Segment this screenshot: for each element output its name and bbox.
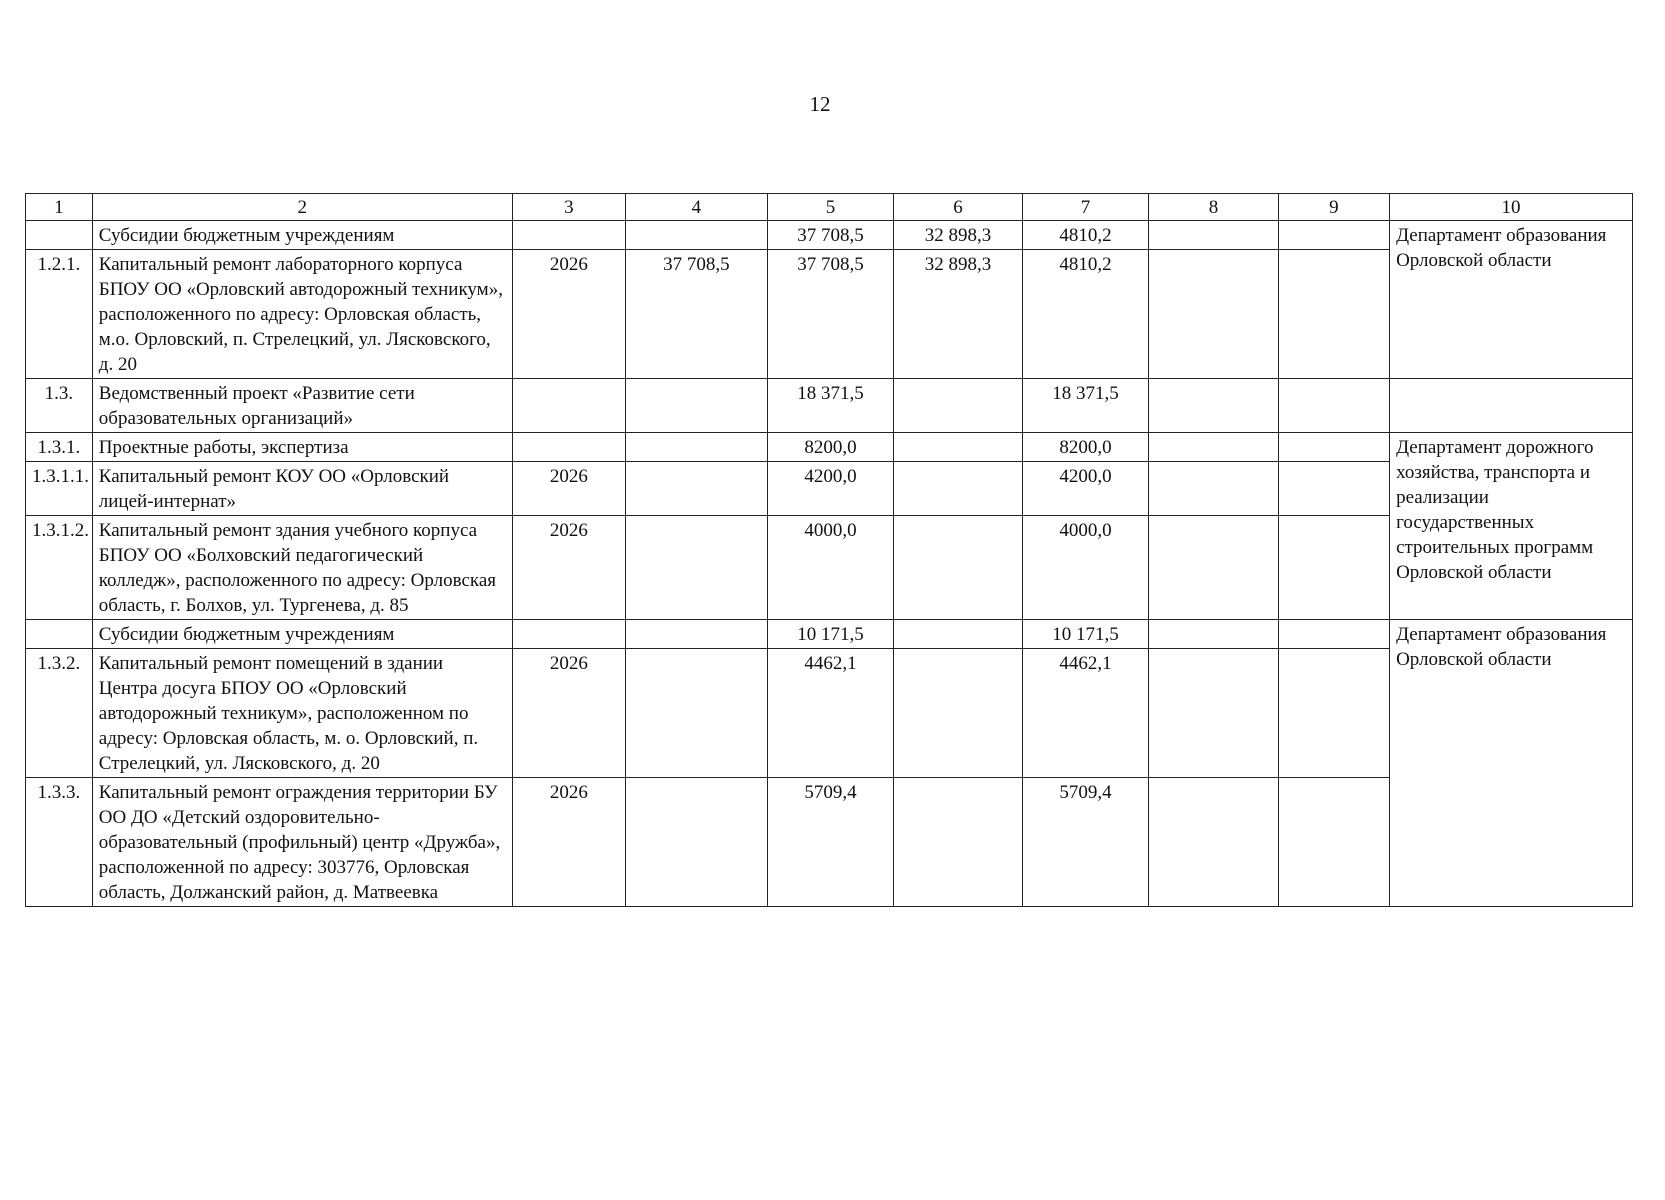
table-row — [26, 221, 1633, 250]
row-number — [26, 221, 93, 250]
table-row — [26, 379, 1633, 433]
cell-col9 — [1278, 433, 1389, 462]
cell-year: 2026 — [512, 778, 625, 907]
table-header-row — [26, 194, 1633, 221]
cell-col8 — [1149, 379, 1279, 433]
row-description: Субсидии бюджетным учреждениям — [92, 620, 512, 649]
cell-year: 2026 — [512, 462, 625, 516]
cell-col9 — [1278, 250, 1389, 379]
row-number: 1.3.1. — [26, 433, 93, 462]
cell-col7: 8200,0 — [1022, 433, 1148, 462]
row-description: Субсидии бюджетным учреждениям — [92, 221, 512, 250]
cell-year — [512, 379, 625, 433]
cell-col5: 37 708,5 — [767, 221, 893, 250]
department-cell: Департамент дорожного хозяйства, транспорта и реализации государственных строительных программ Орловской области — [1390, 433, 1633, 620]
row-number — [26, 620, 93, 649]
cell-year: 2026 — [512, 516, 625, 620]
cell-col7: 4000,0 — [1022, 516, 1148, 620]
cell-col7: 4810,2 — [1022, 250, 1148, 379]
cell-col4 — [626, 620, 768, 649]
cell-col8 — [1149, 649, 1279, 778]
department-cell: Департамент образования Орловской области — [1390, 221, 1633, 379]
cell-col4 — [626, 516, 768, 620]
cell-col9 — [1278, 649, 1389, 778]
cell-col4 — [626, 379, 768, 433]
cell-col5: 5709,4 — [767, 778, 893, 907]
row-number: 1.2.1. — [26, 250, 93, 379]
header-cell: 10 — [1390, 194, 1633, 221]
cell-year: 2026 — [512, 649, 625, 778]
cell-col9 — [1278, 778, 1389, 907]
cell-col9 — [1278, 379, 1389, 433]
cell-year — [512, 620, 625, 649]
cell-col5: 4462,1 — [767, 649, 893, 778]
cell-col9 — [1278, 221, 1389, 250]
cell-col5: 4000,0 — [767, 516, 893, 620]
cell-year — [512, 433, 625, 462]
cell-col6: 32 898,3 — [894, 221, 1023, 250]
header-cell: 5 — [767, 194, 893, 221]
cell-col7: 10 171,5 — [1022, 620, 1148, 649]
table-row — [26, 620, 1633, 649]
cell-col5: 8200,0 — [767, 433, 893, 462]
cell-col6 — [894, 462, 1023, 516]
cell-col8 — [1149, 221, 1279, 250]
cell-col6: 32 898,3 — [894, 250, 1023, 379]
row-number: 1.3.3. — [26, 778, 93, 907]
cell-col7: 18 371,5 — [1022, 379, 1148, 433]
header-cell: 3 — [512, 194, 625, 221]
cell-col7: 4462,1 — [1022, 649, 1148, 778]
cell-col6 — [894, 649, 1023, 778]
row-number: 1.3.2. — [26, 649, 93, 778]
cell-col5: 37 708,5 — [767, 250, 893, 379]
cell-col4 — [626, 433, 768, 462]
row-description: Капитальный ремонт помещений в здании Центра досуга БПОУ ОО «Орловский автодорожный техникум», расположенном по адресу: Орловская область, м. о. Орловский, п. Стрелецкий, ул. Лясковского, д. 20 — [92, 649, 512, 778]
header-cell: 6 — [894, 194, 1023, 221]
cell-col6 — [894, 778, 1023, 907]
cell-col9 — [1278, 620, 1389, 649]
header-cell: 1 — [26, 194, 93, 221]
cell-col8 — [1149, 462, 1279, 516]
department-cell: Департамент образования Орловской области — [1390, 620, 1633, 907]
cell-col6 — [894, 516, 1023, 620]
department-cell — [1390, 379, 1633, 433]
cell-year: 2026 — [512, 250, 625, 379]
row-number: 1.3. — [26, 379, 93, 433]
row-description: Проектные работы, экспертиза — [92, 433, 512, 462]
cell-col7: 4200,0 — [1022, 462, 1148, 516]
header-cell: 7 — [1022, 194, 1148, 221]
cell-col4: 37 708,5 — [626, 250, 768, 379]
budget-table — [25, 193, 1633, 907]
row-number: 1.3.1.2. — [26, 516, 93, 620]
cell-col8 — [1149, 516, 1279, 620]
row-description: Капитальный ремонт ограждения территории БУ ОО ДО «Детский оздоровительно-образовательный (профильный) центр «Дружба», расположенной по адресу: 303776, Орловская область, Должанский район, д. Матвеевка — [92, 778, 512, 907]
header-cell: 4 — [626, 194, 768, 221]
cell-col4 — [626, 462, 768, 516]
cell-col8 — [1149, 778, 1279, 907]
row-description: Капитальный ремонт КОУ ОО «Орловский лицей-интернат» — [92, 462, 512, 516]
page-number: 12 — [809, 92, 831, 116]
header-cell: 9 — [1278, 194, 1389, 221]
cell-col4 — [626, 778, 768, 907]
cell-col9 — [1278, 516, 1389, 620]
header-cell: 8 — [1149, 194, 1279, 221]
cell-col5: 4200,0 — [767, 462, 893, 516]
cell-col8 — [1149, 620, 1279, 649]
cell-col7: 5709,4 — [1022, 778, 1148, 907]
cell-col6 — [894, 379, 1023, 433]
table-row — [26, 433, 1633, 462]
cell-col8 — [1149, 433, 1279, 462]
cell-col4 — [626, 649, 768, 778]
header-cell: 2 — [92, 194, 512, 221]
cell-col5: 18 371,5 — [767, 379, 893, 433]
cell-col7: 4810,2 — [1022, 221, 1148, 250]
row-number: 1.3.1.1. — [26, 462, 93, 516]
row-description: Ведомственный проект «Развитие сети образовательных организаций» — [92, 379, 512, 433]
cell-year — [512, 221, 625, 250]
cell-col9 — [1278, 462, 1389, 516]
cell-col8 — [1149, 250, 1279, 379]
row-description: Капитальный ремонт лабораторного корпуса БПОУ ОО «Орловский автодорожный техникум», расположенного по адресу: Орловская область, м.о. Орловский, п. Стрелецкий, ул. Лясковского, д. 20 — [92, 250, 512, 379]
cell-col5: 10 171,5 — [767, 620, 893, 649]
cell-col6 — [894, 433, 1023, 462]
row-description: Капитальный ремонт здания учебного корпуса БПОУ ОО «Болховский педагогический колледж», расположенного по адресу: Орловская область, г. Болхов, ул. Тургенева, д. 85 — [92, 516, 512, 620]
cell-col4 — [626, 221, 768, 250]
cell-col6 — [894, 620, 1023, 649]
